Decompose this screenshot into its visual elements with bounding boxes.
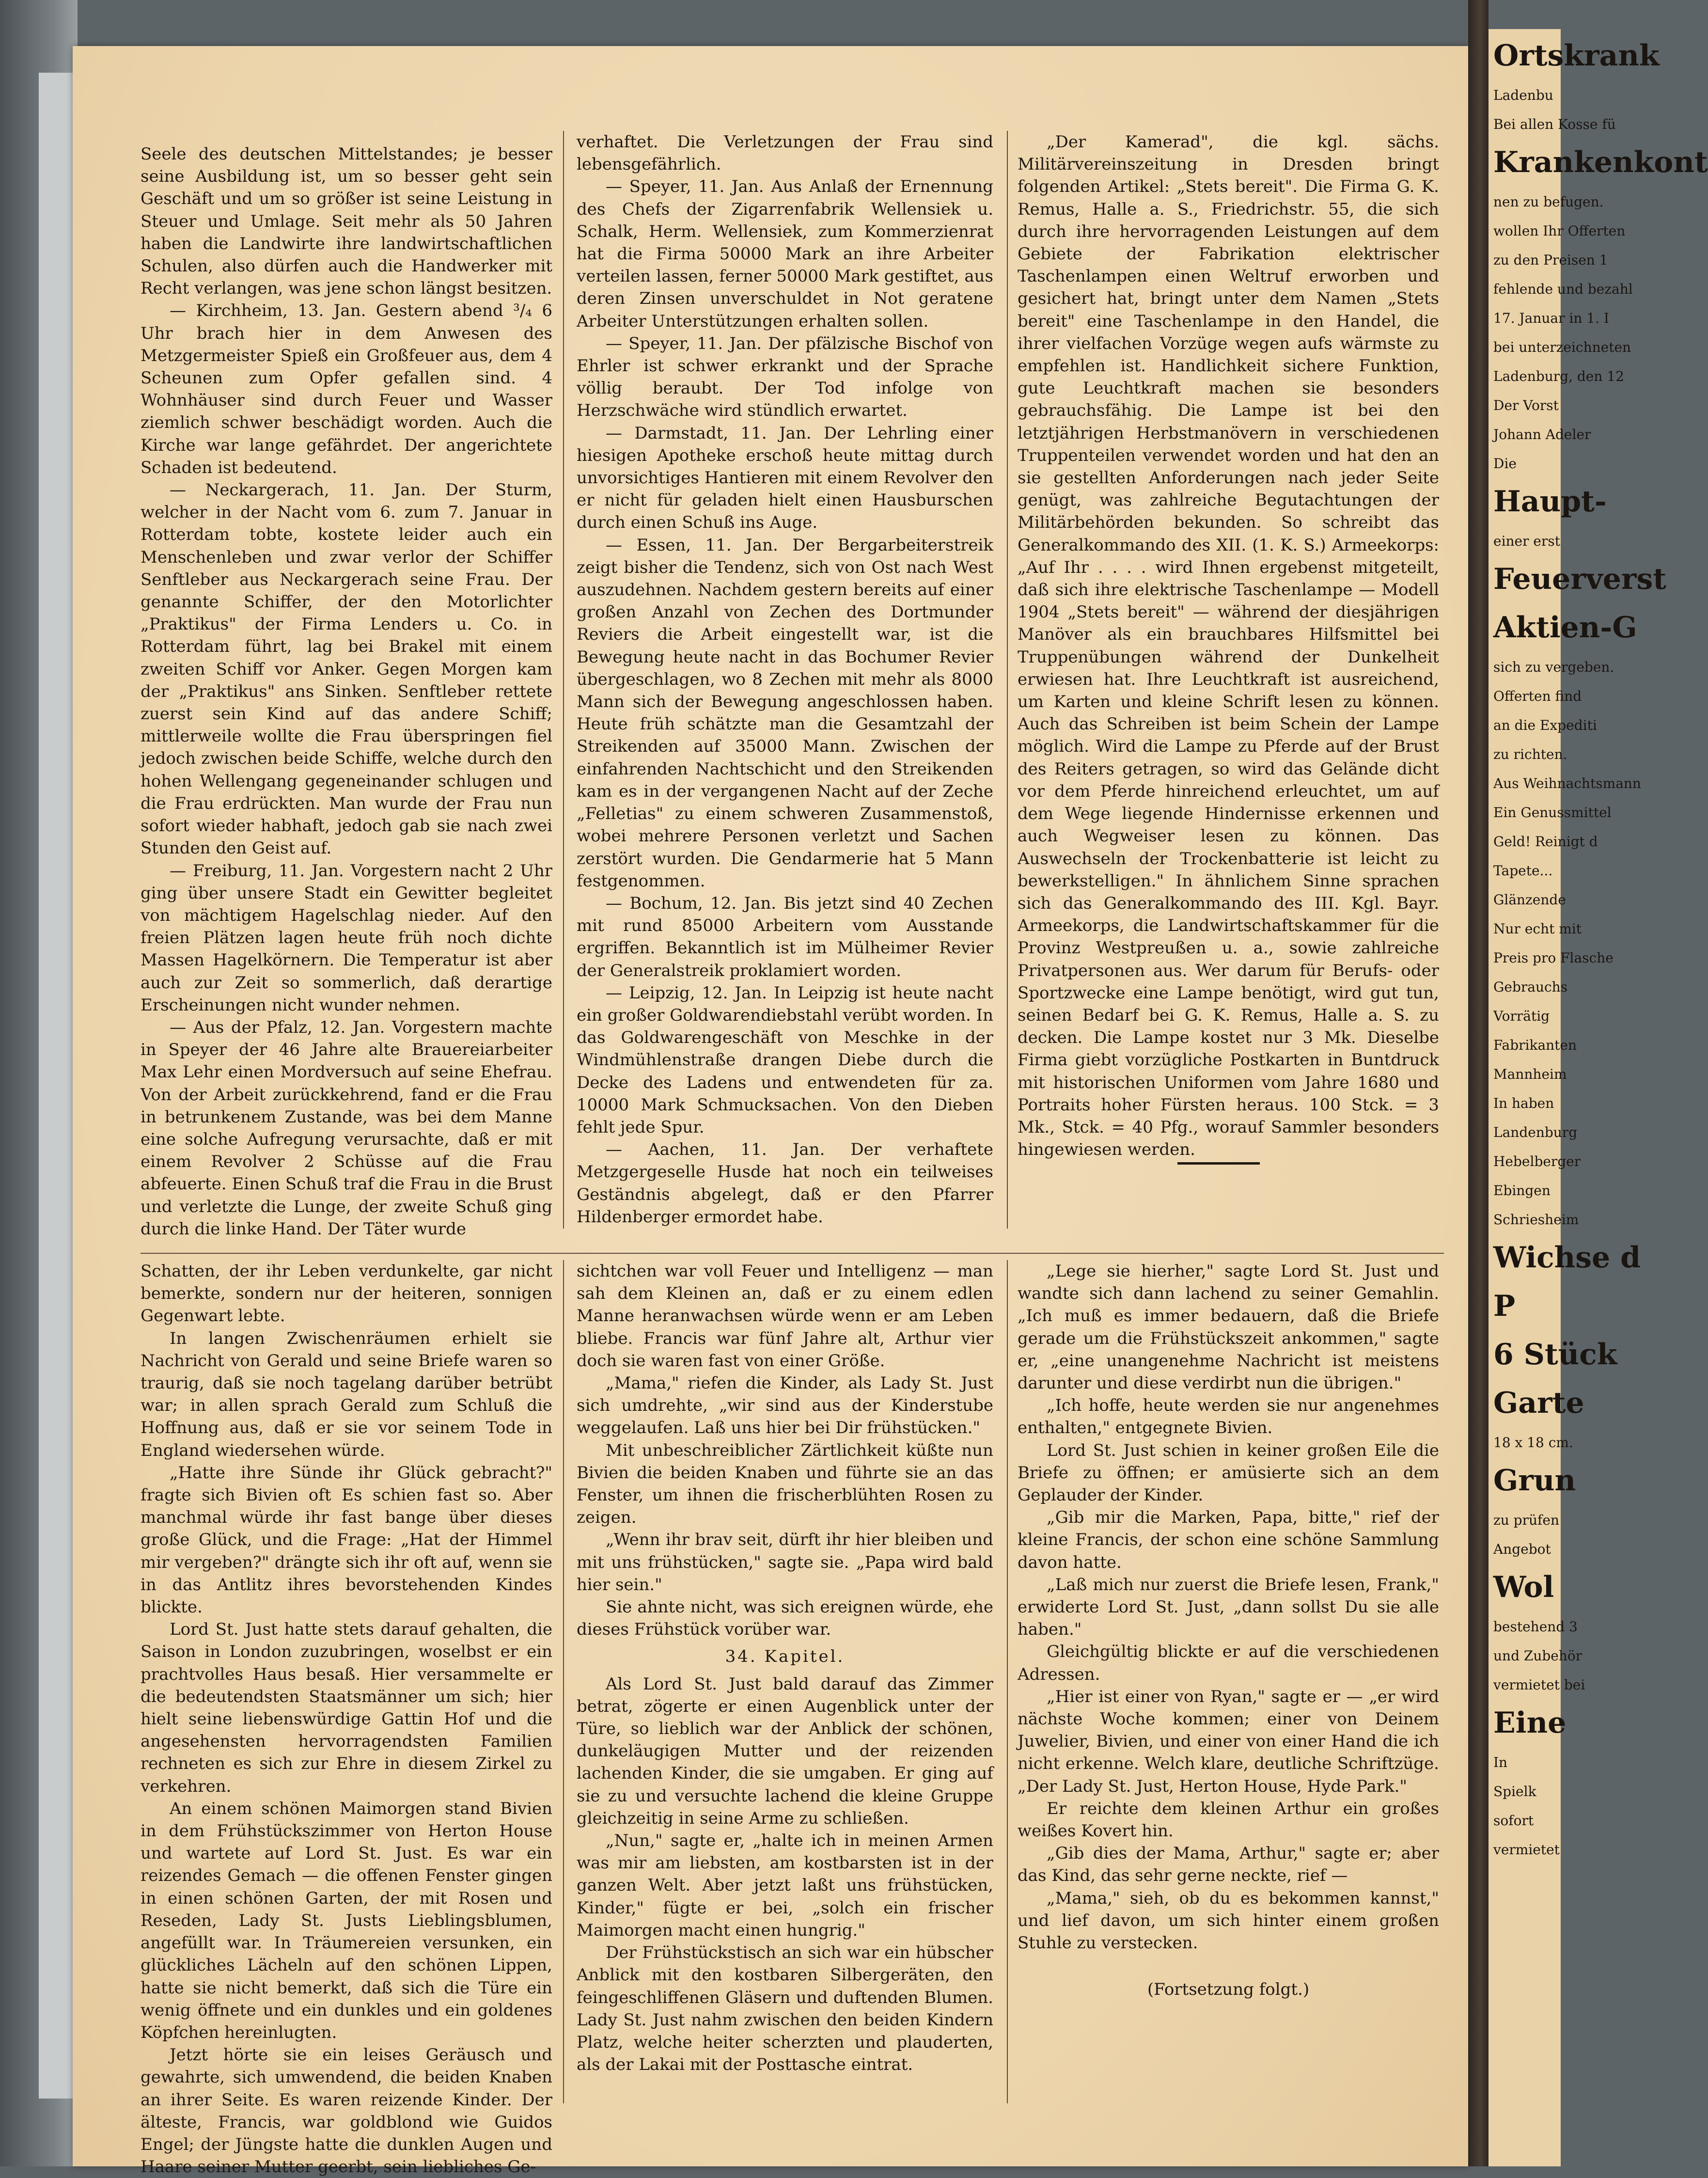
paragraph: Jetzt hörte sie ein leises Geräusch und gewahrte, sich umwendend, die beiden Knaben an ihrer Seite. Es waren reizende Kinder. Der älteste, Francis, war goldblond wie Guidos Engel; der Jüngste hatte die dunklen Augen und Haare seiner Mutter geerbt, sein liebliches Ge- [141,2045,552,2177]
adjacent-page-fragment: In haben [1493,1095,1554,1111]
adjacent-page-fragment: Krankenkont [1493,145,1708,179]
adjacent-page-fragment: vermietet [1493,1842,1560,1858]
adjacent-page-fragment: zu richten. [1493,746,1567,762]
adjacent-page-fragment: Haupt- [1493,485,1607,519]
adjacent-page-fragment: Ebingen [1493,1183,1551,1199]
paragraph: „Lege sie hierher," sagte Lord St. Just und wandte sich dann lachend zu seiner Gemahlin. „Ich muß es immer bedauern, daß die Briefe gerade um die Frühstückszeit ankommen," sagte er, „eine unangenehme Nachricht ist meistens darunter und diese verdirbt nun die übrigen." [1018,1262,1439,1393]
section-rule [141,1253,1444,1254]
paragraph: „Laß mich nur zuerst die Briefe lesen, Frank," erwiderte Lord St. Just, „dann sollst Du sie alle haben." [1018,1575,1439,1640]
paragraph: — Speyer, 11. Jan. Aus Anlaß der Ernennung des Chefs der Zigarrenfabrik Wellensiek u. Schalk, Herm. Wellensiek, zum Kommerzienrat hat die Firma 50000 Mark an ihre Arbeiter verteilen lassen, ferner 50000 Mark gestiftet, aus deren Zinsen unverschuldet in Not geratene Arbeiter Unterstützungen erhalten sollen. [577,177,993,331]
paragraph: sichtchen war voll Feuer und Intelligenz — man sah dem Kleinen an, daß er zu einem edlen Manne heranwachsen würde wenn er am Leben bliebe. Francis war fünf Jahre alt, Arthur vier doch sie waren fast von einer Größe. [577,1262,993,1371]
adjacent-page-fragment: bestehend 3 [1493,1619,1578,1635]
paragraph: „Gib dies der Mama, Arthur," sagte er; aber das Kind, das sehr gerne neckte, rief — [1018,1844,1439,1886]
adjacent-page-fragment: Aktien-G [1493,611,1637,645]
paragraph: „Mama," sieh, ob du es bekommen kannst," und lief davon, um sich hinter einem großen Stuhle zu verstecken. [1018,1888,1439,1953]
upper-column-1 [141,143,552,1243]
column-rule [563,1260,564,2103]
column-rule [1007,131,1008,1229]
paragraph: — Bochum, 12. Jan. Bis jetzt sind 40 Zechen mit rund 85000 Arbeitern vom Ausstande ergriffen. Bekanntlich ist im Mülheimer Revier der Generalstreik proklamiert worden. [577,893,993,980]
adjacent-page-fragment: Tapete... [1493,863,1553,879]
adjacent-page-fragment: Hebelberger [1493,1153,1581,1169]
adjacent-page-fragment: Bei allen Kosse fü [1493,116,1616,132]
adjacent-page-fragment: Eine [1493,1706,1567,1740]
adjacent-page-fragment: Schriesheim [1493,1212,1579,1228]
paragraph: — Speyer, 11. Jan. Der pfälzische Bischof von Ehrler ist schwer erkrankt und der Sprache völlig beraubt. Der Tod infolge von Herzschwäche wird stündlich erwartet. [577,333,993,421]
adjacent-page-fragment: zu prüfen [1493,1512,1559,1528]
paragraph: „Ich hoffe, heute werden sie nur angenehmes enthalten," entgegnete Bivien. [1018,1396,1439,1438]
paragraph: „Hier ist einer von Ryan," sagte er — „er wird nächste Woche kommen; einer von Deinem Juwelier, Bivien, und einer von einer Hand die ich nicht erkenne. Welch klare, deutliche Schriftzüge. „Der Lady St. Just, Herton House, Hyde Park." [1018,1687,1439,1796]
lower-column-2 [577,1260,993,2103]
paragraph: An einem schönen Maimorgen stand Bivien in dem Frühstückszimmer von Herton House und wartete auf Lord St. Just. Es war ein reizendes Gemach — die offenen Fenster gingen in einen schönen Garten, der mit Rosen und Reseden, Lady St. Justs Lieblingsblumen, angefüllt war. In Träumereien versunken, ein glückliches Lächeln auf den schönen Lippen, hatte sie nicht bemerkt, daß sich die Türe ein wenig öffnete und ein dunkles und ein goldenes Köpfchen hereinlugten. [141,1799,552,2042]
paragraph: — Kirchheim, 13. Jan. Gestern abend ³/₄ 6 Uhr brach hier in dem Anwesen des Metzgermeister Spieß ein Großfeuer aus, dem 4 Scheunen zum Opfer gefallen sind. 4 Wohnhäuser sind durch Feuer und Wasser ziemlich schwer beschädigt worden. Auch die Kirche war lange gefährdet. Der angerichtete Schaden ist bedeutend. [141,301,552,477]
adjacent-page-fragment: Angebot [1493,1541,1551,1557]
adjacent-page-fragment: Landenburg [1493,1124,1578,1140]
adjacent-page-fragment: sofort [1493,1813,1534,1829]
paragraph: — Freiburg, 11. Jan. Vorgestern nacht 2 Uhr ging über unsere Stadt ein Gewitter begleitet von mächtigem Hagelschlag nieder. Auf den freien Plätzen lagen heute früh noch dichte Massen Hagelkörnern. Die Temperatur ist aber auch zur Zeit so sommerlich, daß derartige Erscheinungen nicht wunder nehmen. [141,861,552,1015]
paragraph: „Der Kamerad", die kgl. sächs. Militärvereinszeitung in Dresden bringt folgenden Artikel: „Stets bereit". Die Firma G. K. Remus, Halle a. S., Friedrichstr. 55, die sich durch ihre hervorragenden Leistungen auf dem Gebiete der Fabrikation elektrischer Taschenlampen einen Weltruf erworben und gesichert hat, bringt unter dem Namen „Stets bereit" eine Taschenlampe in den Handel, die ihrer vielfachen Vorzüge wegen aufs wärmste zu empfehlen ist. Handlichkeit sichere Funktion, gute Leuchtkraft machen sie besonders gebrauchsfähig. Die Lampe ist bei den letztjährigen Herbstmanövern in verschiedenen Truppenteilen verwendet worden und hat den an sie gestellten Anforderungen nach jeder Seite genügt, was zahlreiche Begutachtungen der Militärbehörden bekunden. So schreibt das Generalkommando des XII. (1. K. S.) Armeekorps: „Auf Ihr . . . . wird Ihnen ergebenst mitgeteilt, daß sich ihre elektrische Taschenlampe — Modell 1904 „Stets bereit" — während der diesjährigen Manöver als ein brauchbares Hilfsmittel bei Truppenübungen während der Dunkelheit erwiesen hat. Ihre Leuchtkraft ist ausreichend, um Karten und kleine Schrift lesen zu können. Auch das Schreiben ist beim Schein der Lampe möglich. Wird die Lampe zu Pferde auf der Brust des Reiters getragen, so wird das Gelände dicht vor dem Pferde hinreichend erleuchtet, um auf dem Wege liegende Hindernisse erkennen und auch Wegweiser lesen zu können. Das Auswechseln der Trockenbatterie ist leicht zu bewerkstelligen." In ähnlichem Sinne sprachen sich das Generalkommando des III. Kgl. Bayr. Armeekorps, die Landwirtschaftskammer für die Provinz Westpreußen u. a., sowie zahlreiche Privatpersonen aus. Wer darum für Berufs- oder Sportzwecke eine Lampe benötigt, wird gut tun, seinen Bedarf bei G. K. Remus, Halle a. S. zu decken. Die Lampe kostet nur 3 Mk. Dieselbe Firma giebt vorzügliche Postkarten in Buntdruck mit historischen Uniformen vom Jahre 1680 und Portraits hoher Fürsten heraus. 100 Stck. = 3 Mk., Stck. = 40 Pfg., worauf Sammler besonders hingewiesen werden. [1018,132,1439,1160]
paragraph: „Wenn ihr brav seit, dürft ihr hier bleiben und mit uns frühstücken," sagte sie. „Papa wird bald hier sein." [577,1530,993,1594]
adjacent-page-fragment: zu den Preisen 1 [1493,252,1608,268]
column-rule [1007,1260,1008,2103]
adjacent-page-fragment: Die [1493,456,1517,472]
paragraph: Mit unbeschreiblicher Zärtlichkeit küßte nun Bivien die beiden Knaben und führte sie an das Fenster, um ihnen die frischerblühten Rosen zu zeigen. [577,1440,993,1528]
adjacent-page-fragment: Offerten find [1493,688,1582,704]
paragraph: Er reichte dem kleinen Arthur ein großes weißes Kovert hin. [1018,1799,1439,1841]
upper-column-2 [577,131,993,1246]
page-gutter [1468,0,1489,2166]
paragraph: — Darmstadt, 11. Jan. Der Lehrling einer hiesigen Apotheke erschoß heute mittag durch unvorsichtiges Hantieren mit einem Revolver den er nicht für geladen hielt einen Hausburschen durch einen Schuß ins Auge. [577,423,993,533]
adjacent-page-fragment: und Zubehör [1493,1648,1583,1664]
paragraph: „Mama," riefen die Kinder, als Lady St. Just sich umdrehte, „wir sind aus der Kinderstube weggelaufen. Laß uns hier bei Dir frühstücken." [577,1373,993,1438]
paragraph: „Hatte ihre Sünde ihr Glück gebracht?" fragte sich Bivien oft Es schien fast so. Aber manchmal würde ihr fast bange über dieses große Glück, und die Frage: „Hat der Himmel mir vergeben?" drängte sich ihr oft auf, wenn sie in das Antlitz ihres bevorstehenden Kindes blickte. [141,1463,552,1617]
adjacent-page-fragment: Nur echt mit [1493,921,1582,937]
paragraph: Als Lord St. Just bald darauf das Zimmer betrat, zögerte er einen Augenblick unter der Türe, so lieblich war der Anblick der schönen, dunkeläugigen Mutter und der reizenden lachenden Kinder, die sie umgaben. Er ging auf sie zu und versuchte lachend die kleine Gruppe gleichzeitig in seine Arme zu schließen. [577,1674,993,1828]
adjacent-page-fragment: fehlende und bezahl [1493,281,1633,297]
adjacent-page-fragment: Garte [1493,1386,1584,1420]
adjacent-page-fragment: Johann Adeler [1493,426,1591,442]
column-rule [563,131,564,1229]
paragraph: „Nun," sagte er, „halte ich in meinen Armen was mir am liebsten, am kostbarsten ist in der ganzen Welt. Aber jetzt laßt uns frühstücken, Kinder," fügte er bei, „solch ein frischer Maimorgen macht einen hungrig." [577,1831,993,1940]
lower-column-3 [1018,1260,1439,2103]
adjacent-page-fragment: P [1493,1289,1516,1323]
adjacent-page-fragment: 18 x 18 cm. [1493,1435,1573,1451]
paragraph: — Aus der Pfalz, 12. Jan. Vorgestern machte in Speyer der 46 Jahre alte Brauereiarbeiter Max Lehr einen Mordversuch auf seine Ehefrau. Von der Arbeit zurückkehrend, fand er die Frau in betrunkenem Zustande, was bei dem Manne eine solche Aufregung verursachte, daß er mit einem Revolver 2 Schüsse auf die Frau abfeuerte. Einen Schuß traf die Frau in die Brust und verletzte die Lunge, der zweite Schuß ging durch die linke Hand. Der Täter wurde [141,1017,552,1239]
adjacent-page-fragment: Vorrätig [1493,1008,1550,1024]
paragraph: — Neckargerach, 11. Jan. Der Sturm, welcher in der Nacht vom 6. zum 7. Januar in Rotterdam tobte, kostete leider auch ein Menschenleben und zwar verlor der Schiffer Senftleber aus Neckargerach seine Frau. Der genannte Schiffer, der den Motorlichter „Praktikus" der Firma Lenders u. Co. in Rotterdam führt, lag bei Brakel mit einem zweiten Schiff vor Anker. Gegen Morgen kam der „Praktikus" ans Sinken. Senftleber rettete zuerst sein Kind auf das andere Schiff; mittlerweile wollte die Frau überspringen fiel jedoch zwischen beide Schiffe, welche durch den hohen Wellengang gegeneinander schlugen und die Frau erdrückten. Man wurde der Frau nun sofort wieder habhaft, jedoch gab sie nach zwei Stunden den Geist auf. [141,480,552,858]
adjacent-page-fragment: Der Vorst [1493,397,1559,413]
paragraph: — Leipzig, 12. Jan. In Leipzig ist heute nacht ein großer Goldwarendiebstahl verübt worden. In das Goldwarengeschäft von Meschke in der Windmühlenstraße drangen Diebe durch die Decke des Ladens und entwendeten für za. 10000 Mark Schmucksachen. Von den Dieben fehlt jede Spur. [577,983,993,1137]
paragraph: — Aachen, 11. Jan. Der verhaftete Metzgergeselle Husde hat noch ein teilweises Geständnis abgelegt, daß er den Pfarrer Hildenberger ermordet habe. [577,1140,993,1227]
upper-column-3 [1018,131,1439,1160]
paragraph: — Essen, 11. Jan. Der Bergarbeiterstreik zeigt bisher die Tendenz, sich von Ost nach West auszudehnen. Nachdem gestern bereits auf einer großen Anzahl von Zechen des Dortmunder Reviers die Arbeit eingestellt war, ist die Bewegung heute nacht in das Bochumer Revier übergeschlagen, wo 8 Zechen mit mehr als 8000 Mann sich der Bewegung angeschlossen haben. Heute früh schätzte man die Gesamtzahl der Streikenden auf 35000 Mann. Zwischen der einfahrenden Nachtschicht und den Streikenden kam es in der vergangenen Nacht auf der Zeche „Felletias" zu einem schweren Zusammenstoß, wobei mehrere Personen verletzt und Sachen zerstört wurden. Die Gendarmerie hat 5 Mann festgenommen. [577,535,993,891]
paragraph: verhaftet. Die Verletzungen der Frau sind lebensgefährlich. [577,132,993,174]
adjacent-page-fragment: 17. Januar in 1. I [1493,310,1609,326]
adjacent-page-fragment: In [1493,1754,1508,1770]
paragraph: Seele des deutschen Mittelstandes; je besser seine Ausbildung ist, um so besser geht sein Geschäft und um so größer ist seine Leistung in Steuer und Umlage. Seit mehr als 50 Jahren haben die Landwirte ihre landwirtschaftlichen Schulen, also dürfen auch die Handwerker mit Recht verlangen, was jene schon längst besitzen. [141,144,552,299]
adjacent-page-fragment: wollen Ihr Offerten [1493,223,1626,239]
adjacent-page-fragment: Wichse d [1493,1241,1641,1275]
chapter-heading: 34. Kapitel. [725,1647,845,1667]
paragraph: Der Frühstückstisch an sich war ein hübscher Anblick mit den kostbaren Silbergeräten, den feingeschliffenen Gläsern und duftenden Blumen. Lady St. Just nahm zwischen den beiden Kindern Platz, welche heiter scherzten und plauderten, als der Lakai mit der Posttasche eintrat. [577,1943,993,2075]
adjacent-page-fragment: Wol [1493,1570,1554,1604]
adjacent-page-fragment: 6 Stück [1493,1338,1617,1372]
lower-column-1 [141,1260,552,2177]
adjacent-page-fragment: Ladenbu [1493,87,1553,103]
paragraph: „Gib mir die Marken, Papa, bitte," rief der kleine Francis, der schon eine schöne Sammlung davon hatte. [1018,1508,1439,1572]
adjacent-page-fragment: Glänzende [1493,892,1566,908]
adjacent-page [1489,29,1708,2166]
paragraph: Schatten, der ihr Leben verdunkelte, gar nicht bemerkte, sondern nur der heiteren, sonnigen Gegenwart lebte. [141,1262,552,1326]
continuation-note: (Fortsetzung folgt.) [1147,1980,1310,2000]
adjacent-page-fragment: sich zu vergeben. [1493,659,1614,675]
adjacent-page-fragment: Feuerverst [1493,562,1667,596]
adjacent-page-fragment: Geld! Reinigt d [1493,834,1598,850]
paragraph: Gleichgültig blickte er auf die verschiedenen Adressen. [1018,1642,1439,1684]
paragraph: Lord St. Just hatte stets darauf gehalten, die Saison in London zuzubringen, woselbst er ein prachtvolles Haus besaß. Hier versammelte er die bedeutendsten Staatsmänner um sich; hier hielt seine liebenswürdige Gattin Hof und die angesehensten hervorragendsten Familien rechneten es sich zur Ehre in diesem Zirkel zu verkehren. [141,1620,552,1796]
adjacent-page-fragment: Fabrikanten [1493,1037,1577,1053]
adjacent-page-fragment: Ortskrank [1493,39,1660,73]
adjacent-page-fragment: Spielk [1493,1783,1536,1799]
adjacent-page-fragment: Ladenburg, den 12 [1493,368,1624,384]
adjacent-page-fragment: Ein Genussmittel [1493,805,1612,821]
adjacent-page-fragment: Mannheim [1493,1066,1567,1082]
adjacent-page-fragment: Preis pro Flasche [1493,950,1614,966]
paragraph: Sie ahnte nicht, was sich ereignen würde, ehe dieses Frühstück vorüber war. [577,1597,993,1640]
adjacent-page-fragment: Aus Weihnachtsmann [1493,775,1641,791]
adjacent-page-fragment: einer erst [1493,533,1560,549]
adjacent-page-fragment: vermietet bei [1493,1677,1585,1693]
paragraph: In langen Zwischenräumen erhielt sie Nachricht von Gerald und seine Briefe waren so traurig, daß sie noch tagelang darüber betrübt war; in allen sprach Gerald zum Schluß die Hoffnung aus, daß er sie vor seinem Tode in England wiedersehen würde. [141,1328,552,1460]
end-dash [1177,1162,1260,1165]
paragraph: Lord St. Just schien in keiner großen Eile die Briefe zu öffnen; er amüsierte sich an dem Geplauder der Kinder. [1018,1440,1439,1505]
adjacent-page-fragment: Gebrauchs [1493,979,1568,995]
adjacent-page-fragment: bei unterzeichneten [1493,339,1631,355]
adjacent-page-fragment: an die Expediti [1493,717,1597,733]
adjacent-page-fragment: nen zu befugen. [1493,194,1604,210]
adjacent-page-fragment: Grun [1493,1464,1576,1498]
